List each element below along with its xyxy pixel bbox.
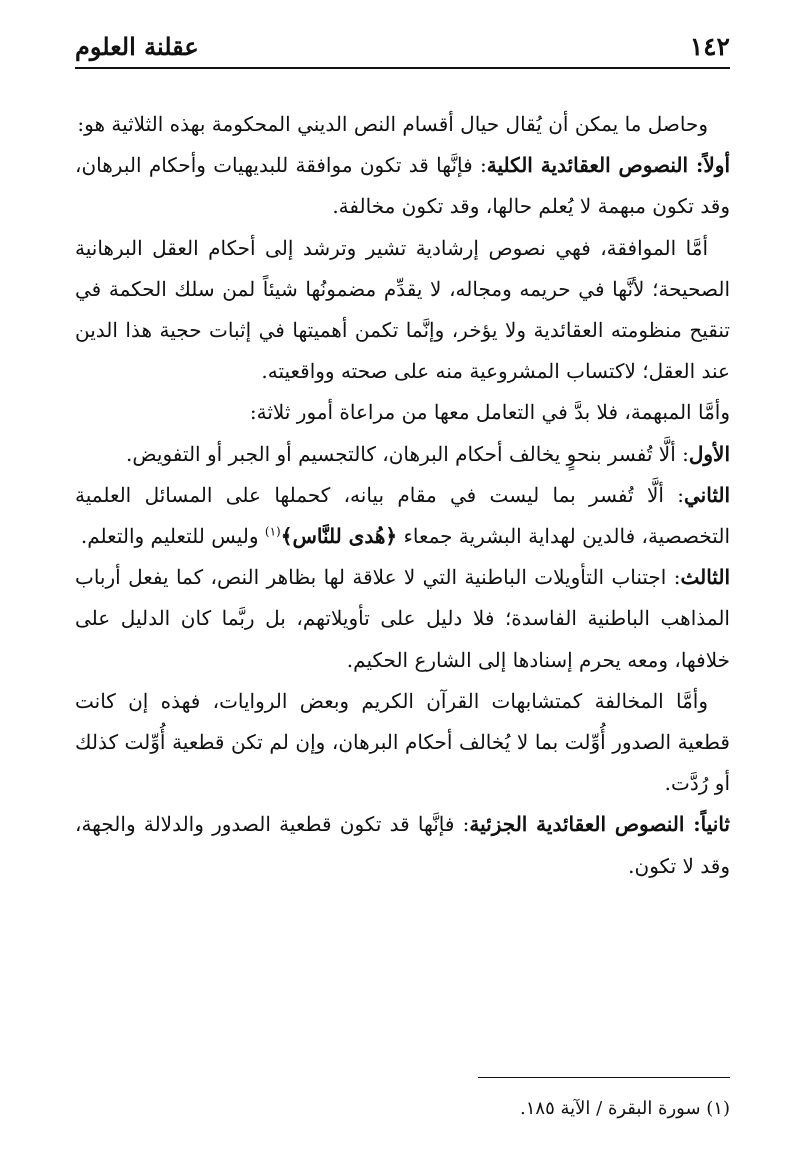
paragraph-intro: وحاصل ما يمكن أن يُقال حيال أقسام النص الديني المحكومة بهذه الثلاثية هو: (77, 112, 708, 136)
body-text (75, 104, 730, 887)
heading-general-doctrinal-texts: أولاً: النصوص العقائدية الكلية (486, 153, 731, 178)
paragraph-text: : اجتناب التأويلات الباطنية التي لا علاقة لها بظاهر النص، كما يفعل أرباب المذاهب الباطنية الفاسدة؛ فلا دليل على تأويلاتهم، بل ربَّما كان الدليل على خلافها، ومعه يحرم إسنادها إلى الشارع الحكيم. (75, 565, 730, 672)
label-second: الثاني (683, 482, 730, 507)
header-rule (75, 67, 730, 69)
paragraph-first-category (75, 145, 730, 227)
label-third: الثالث (680, 565, 730, 590)
paragraph-text: : ألَّا تُفسر بنحوٍ يخالف أحكام البرهان، كالتجسيم أو الجبر أو التفويض. (126, 441, 689, 466)
paragraph-rule-three (75, 557, 730, 681)
paragraph-text: : فإنَّها قد تكون قطعية الصدور والدلالة والجهة، وقد لا تكون. (75, 812, 730, 878)
heading-partial-doctrinal-texts: ثانياً: النصوص العقائدية الجزئية (469, 812, 730, 837)
footnote-rule (478, 1077, 730, 1078)
paragraph-ambiguous: وأمَّا المبهمة، فلا بدَّ في التعامل معها من مراعاة أمور ثلاثة: (249, 400, 730, 425)
footnote: (١) سورة البقرة / الآية ١٨٥. (520, 1098, 730, 1119)
paragraph-text: وليس للتعليم والتعلم. (80, 524, 265, 549)
label-first: الأول (688, 441, 730, 466)
paragraph-second-category (75, 804, 730, 886)
page-header (75, 26, 730, 66)
paragraph-text: : فإنَّها قد تكون موافقة للبديهيات وأحكام البرهان، وقد تكون مبهمة لا يُعلم حالها، وقد تكون مخالفة. (75, 153, 730, 219)
quran-quote: ﴿هُدى للنَّاس﴾ (280, 524, 398, 549)
page-number: ١٤٢ (689, 31, 730, 61)
paragraph-rule-two (75, 475, 730, 557)
paragraph-text: : ألَّا تُفسر بما ليست في مقام بيانه، كحملها على المسائل العلمية التخصصية، فالدين لهداية البشرية جمعاء (75, 482, 730, 549)
paragraph-rule-one (75, 434, 730, 475)
running-title: عقلنة العلوم (75, 31, 199, 61)
footnote-marker[interactable]: (١) (264, 524, 281, 539)
paragraph-consistent: أمَّا الموافقة، فهي نصوص إرشادية تشير وترشد إلى أحكام العقل البرهانية الصحيحة؛ لأنَّها في حريمه ومجاله، لا يقدِّم مضمونُها شيئاً لمن سلك الحكمة في تنقيح منظومته العقائدية ولا يؤخر، وإنَّما تكمن أهميتها في إثبات حجية هذا الدين عند العقل؛ لاكتساب المشروعية منه على صحته وواقعيته. (75, 235, 730, 384)
paragraph-contradictory: وأمَّا المخالفة كمتشابهات القرآن الكريم وبعض الروايات، فهذه إن كانت قطعية الصدور أُوِّلت بما لا يُخالف أحكام البرهان، وإن لم تكن قطعية أُوِّلت كذلك أو رُدَّت. (75, 688, 730, 796)
